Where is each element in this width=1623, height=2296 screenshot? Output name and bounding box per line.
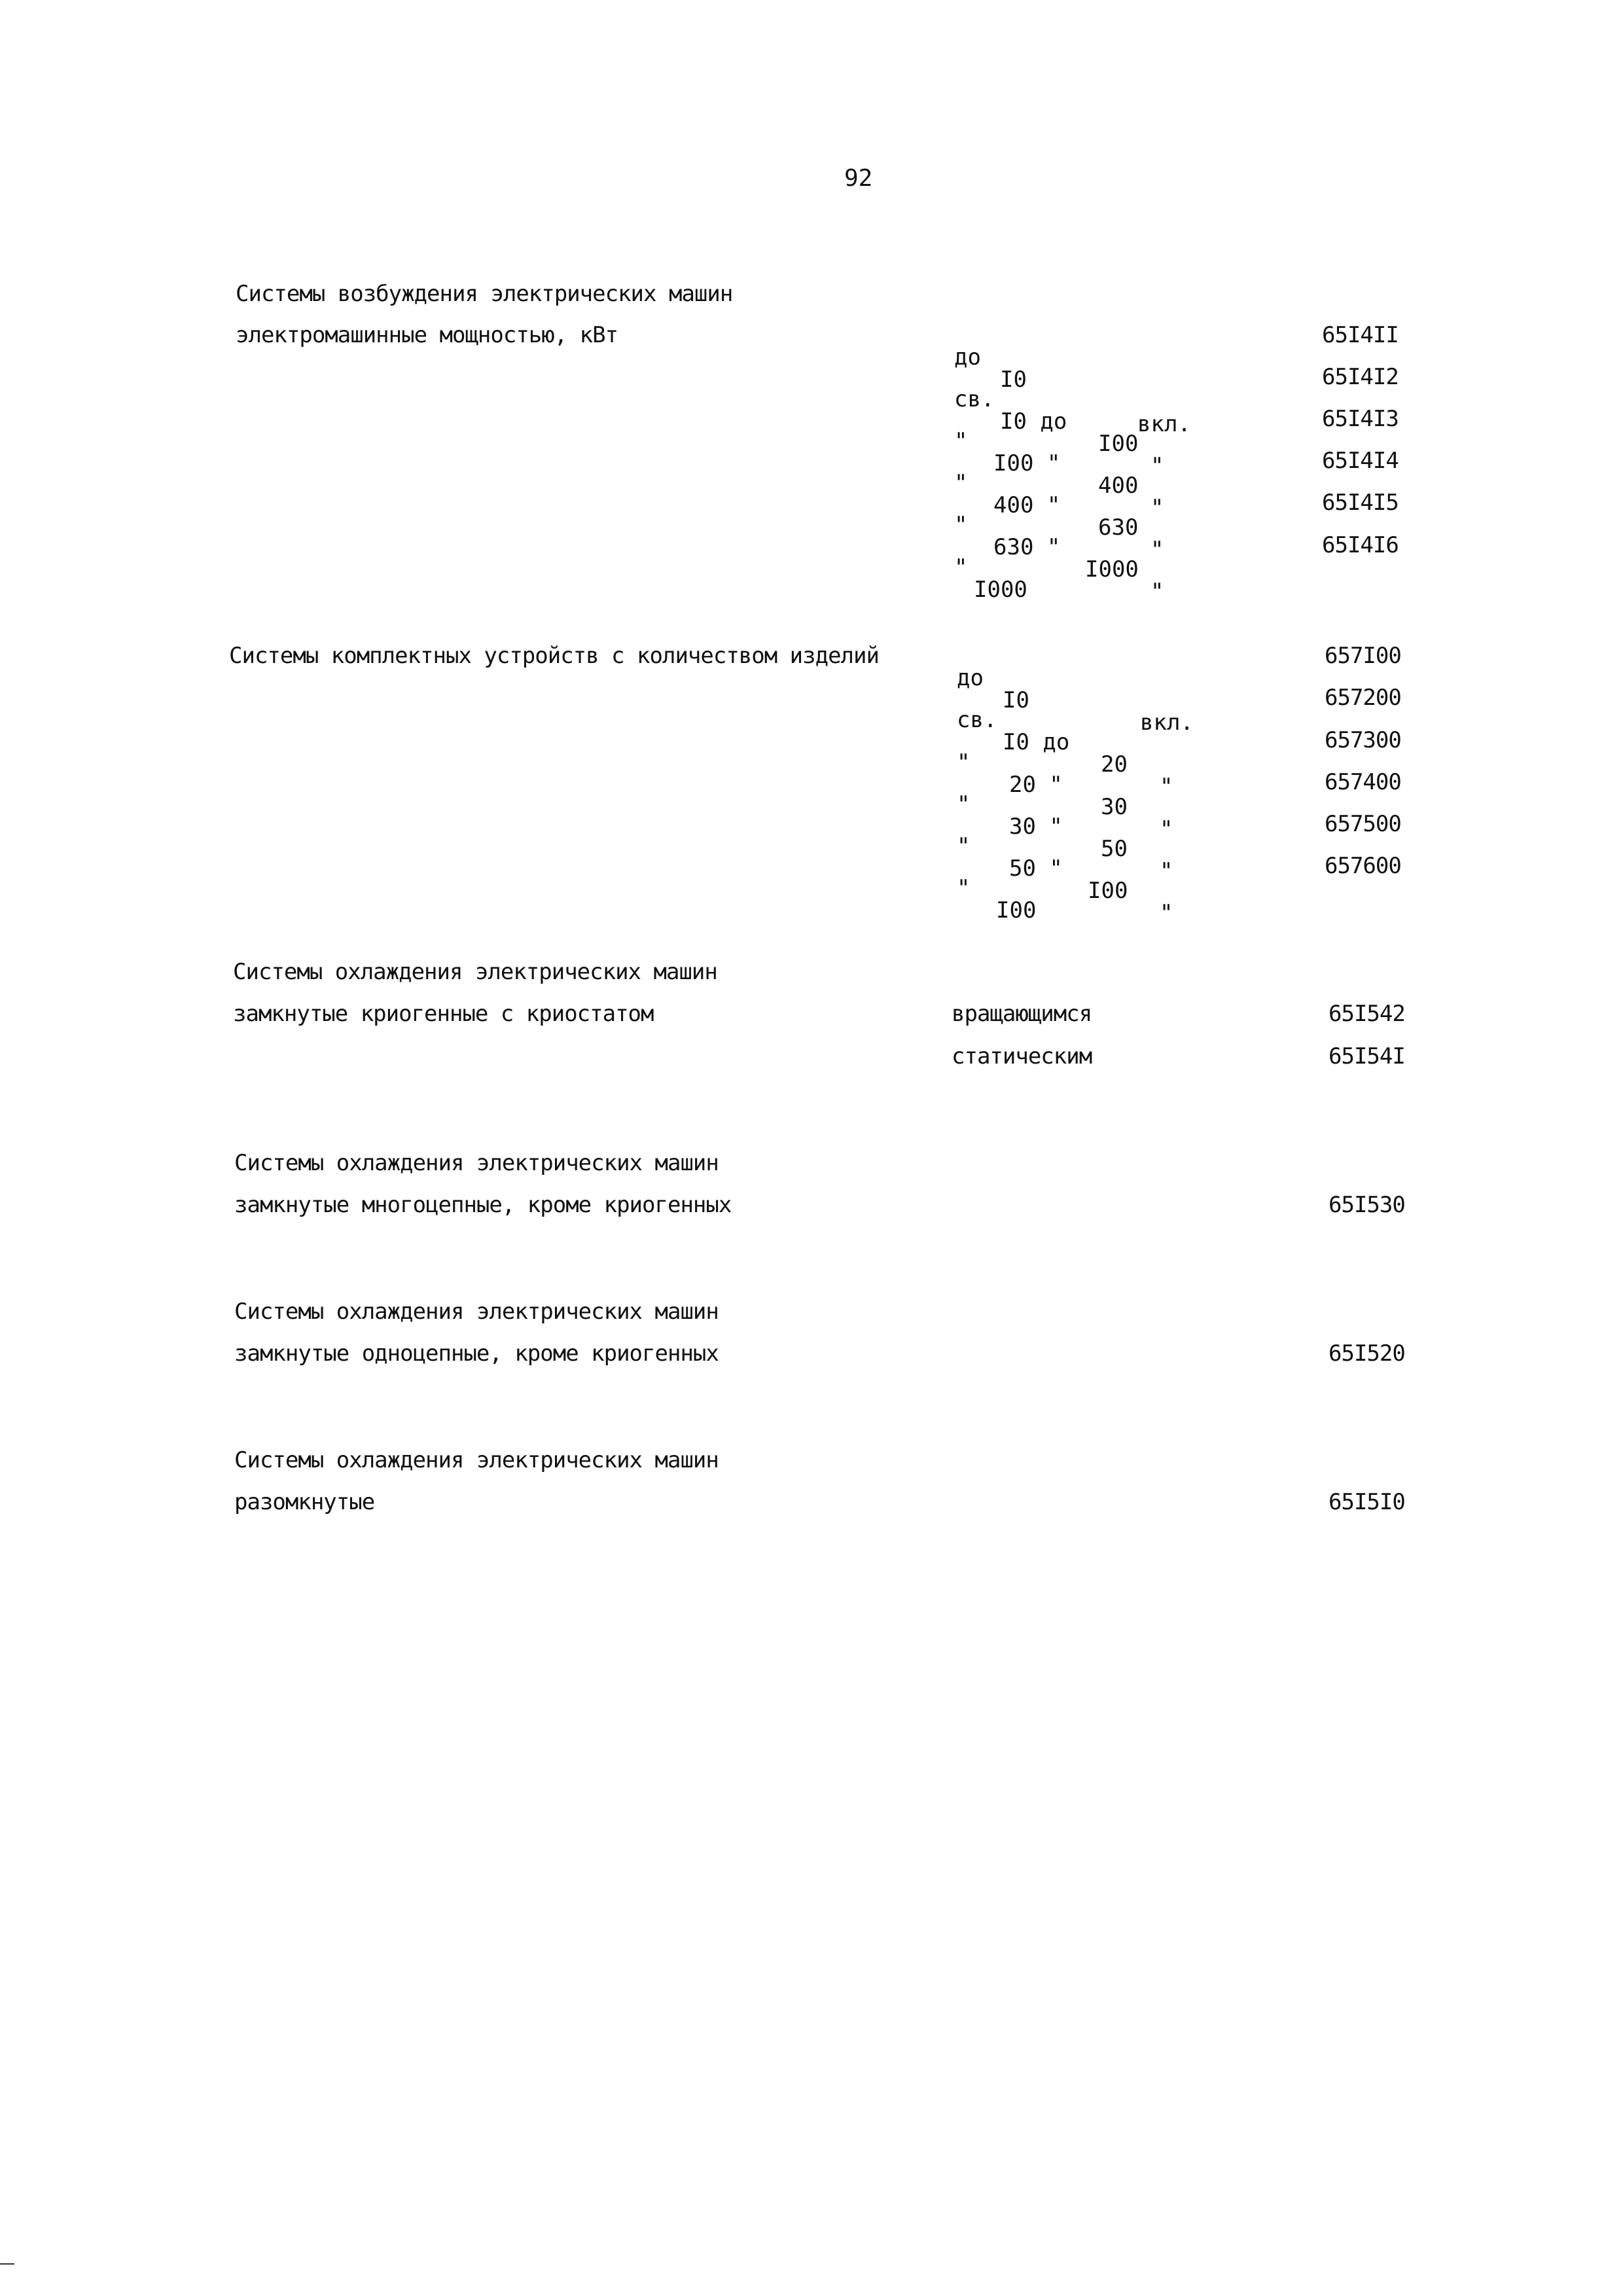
range-from: 630 " bbox=[993, 534, 1061, 560]
range-prefix: " bbox=[957, 833, 971, 859]
section-6-description-line-1: Системы охлаждения электрических машин bbox=[234, 1447, 719, 1473]
section-4-code: 65I530 bbox=[1329, 1192, 1405, 1218]
range-prefix: " bbox=[954, 470, 968, 496]
range-to: I00 bbox=[1088, 878, 1128, 904]
range-from: I000 bbox=[974, 577, 1027, 603]
range-to: 400 bbox=[1098, 473, 1139, 499]
range-suffix: " bbox=[1150, 453, 1164, 479]
section-5-code: 65I520 bbox=[1329, 1340, 1405, 1367]
range-to: 50 bbox=[1101, 836, 1128, 862]
range-suffix: " bbox=[1160, 900, 1173, 926]
range-prefix: " bbox=[954, 428, 968, 454]
range-suffix: " bbox=[1160, 774, 1173, 800]
page-number: 92 bbox=[844, 165, 873, 192]
section-1-code-6: 65I4I6 bbox=[1322, 532, 1399, 558]
range-suffix: " bbox=[1160, 858, 1173, 884]
section-1-description-line-1: Системы возбуждения электрических машин bbox=[236, 281, 733, 307]
range-from: I00 " bbox=[993, 450, 1061, 476]
section-1-code-4: 65I4I4 bbox=[1322, 448, 1399, 474]
section-2-description: Системы комплектных устройств с количеством изделий bbox=[229, 643, 879, 669]
range-prefix: до bbox=[954, 344, 981, 370]
range-from: 20 " bbox=[1009, 772, 1063, 798]
range-suffix: " bbox=[1150, 495, 1164, 521]
range-prefix: " bbox=[954, 554, 968, 581]
range-prefix: " bbox=[957, 791, 971, 817]
range-suffix: вкл. bbox=[1137, 411, 1191, 437]
section-3-description-line-1: Системы охлаждения электрических машин bbox=[233, 959, 717, 985]
section-3-code-2: 65I54I bbox=[1329, 1043, 1405, 1069]
section-1-code-2: 65I4I2 bbox=[1322, 364, 1399, 390]
range-from: I0 до bbox=[1003, 729, 1070, 755]
range-to: I000 bbox=[1085, 556, 1139, 583]
section-5-description-line-2: замкнутые одноцепные, кроме криогенных bbox=[234, 1340, 719, 1367]
range-suffix: " bbox=[1150, 537, 1164, 563]
section-6-description-line-2: разомкнутые bbox=[234, 1489, 375, 1515]
section-3-description-line-2: замкнутые криогенные с криостатом bbox=[233, 1001, 654, 1027]
margin-dash bbox=[0, 2263, 14, 2265]
section-5-description-line-1: Системы охлаждения электрических машин bbox=[234, 1299, 719, 1325]
range-prefix: св. bbox=[954, 386, 995, 412]
section-2-code-4: 657400 bbox=[1325, 769, 1401, 795]
section-1-code-1: 65I4II bbox=[1322, 322, 1399, 348]
range-from: I0 bbox=[1000, 367, 1027, 393]
range-from: I00 bbox=[996, 897, 1037, 924]
section-3-condition-1: вращающимся bbox=[952, 1001, 1092, 1027]
section-3-code-1: 65I542 bbox=[1329, 1001, 1405, 1027]
section-1-code-5: 65I4I5 bbox=[1322, 490, 1399, 516]
range-suffix: вкл. bbox=[1140, 709, 1194, 736]
section-6-code: 65I5I0 bbox=[1329, 1489, 1405, 1515]
section-4-description-line-1: Системы охлаждения электрических машин bbox=[234, 1150, 719, 1176]
section-2-code-5: 657500 bbox=[1325, 811, 1401, 837]
section-2-code-6: 657600 bbox=[1325, 853, 1401, 879]
range-to: 30 bbox=[1101, 794, 1128, 820]
section-3-condition-2: статическим bbox=[952, 1043, 1092, 1069]
range-suffix: " bbox=[1150, 579, 1164, 605]
range-from: 30 " bbox=[1009, 814, 1063, 840]
range-prefix: " bbox=[954, 512, 968, 538]
range-from: 400 " bbox=[993, 492, 1061, 518]
section-2-code-3: 657300 bbox=[1325, 727, 1401, 753]
range-prefix: " bbox=[957, 875, 971, 901]
range-to: I00 bbox=[1098, 431, 1139, 457]
section-2-code-1: 657I00 bbox=[1325, 643, 1401, 669]
section-1-description-line-2: электромашинные мощностью, кВт bbox=[236, 322, 618, 348]
range-from: I0 до bbox=[1000, 408, 1067, 435]
range-suffix: " bbox=[1160, 816, 1173, 842]
range-from: 50 " bbox=[1009, 855, 1063, 882]
range-to: 20 bbox=[1101, 751, 1128, 778]
section-2-code-2: 657200 bbox=[1325, 685, 1401, 711]
range-from: I0 bbox=[1003, 687, 1029, 713]
section-1-code-3: 65I4I3 bbox=[1322, 406, 1399, 432]
section-4-description-line-2: замкнутые многоцепные, кроме криогенных bbox=[234, 1192, 732, 1218]
range-prefix: " bbox=[957, 749, 971, 776]
range-to: 630 bbox=[1098, 514, 1139, 541]
range-prefix: св. bbox=[957, 707, 997, 733]
range-prefix: до bbox=[957, 665, 984, 691]
